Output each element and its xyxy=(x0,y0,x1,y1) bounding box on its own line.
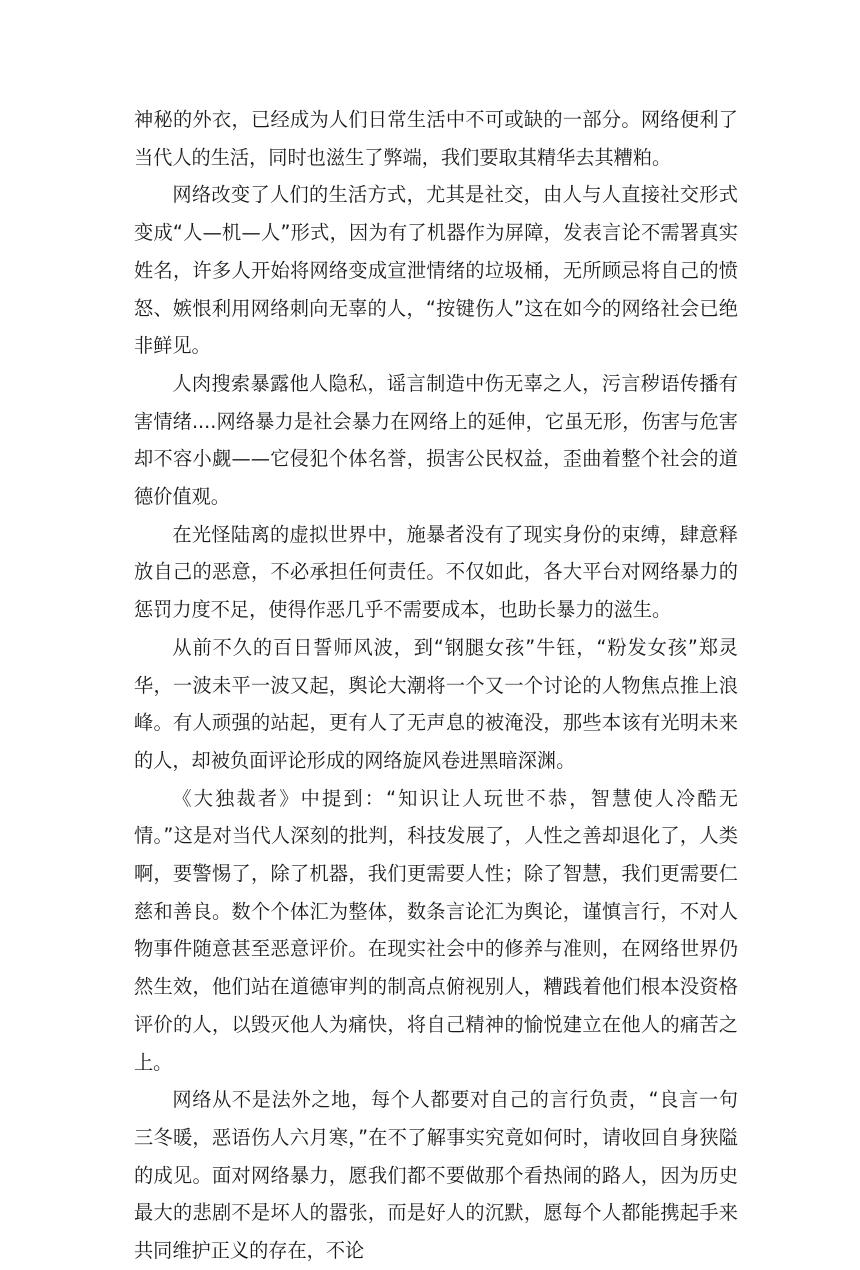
paragraph-7: 网络从不是法外之地，每个人都要对自己的言行负责，“良言一句三冬暖，恶语伤人六月寒，”在不了解事实究竟如何时，请收回自身狭隘的成见。面对网络暴力，愿我们都不要做那个看热闹的路人，因为历史最大的悲剧不是坏人的嚣张，而是好人的沉默，愿每个人都能携起手来共同维护正义的存在，不论 xyxy=(134,1088,738,1263)
paragraph-3: 人肉搜索暴露他人隐私，谣言制造中伤无辜之人，污言秽语传播有害情绪....网络暴力是社会暴力在网络上的延伸，它虽无形，伤害与危害却不容小觑——它侵犯个体名誉，损害公民权益，歪曲着整个社会的道德价值观。 xyxy=(134,371,738,509)
essay-body xyxy=(134,101,738,1270)
paragraph-2: 网络改变了人们的生活方式，尤其是社交，由人与人直接社交形式变成“人—机—人”形式，因为有了机器作为屏障，发表言论不需署真实姓名，许多人开始将网络变成宣泄情绪的垃圾桶，无所顾忌将自己的愤怒、嫉恨利用网络刺向无辜的人，“按键伤人”这在如今的网络社会已绝非鲜见。 xyxy=(134,183,738,358)
paragraph-1: 神秘的外衣，已经成为人们日常生活中不可或缺的一部分。网络便利了当代人的生活，同时也滋生了弊端，我们要取其精华去其糟粕。 xyxy=(134,108,738,169)
paragraph-6: 《大独裁者》中提到：“知识让人玩世不恭，智慧使人冷酷无情。”这是对当代人深刻的批判，科技发展了，人性之善却退化了，人类啊，要警惕了，除了机器，我们更需要人性；除了智慧，我们更需要仁慈和善良。数个个体汇为整体，数条言论汇为舆论，谨慎言行，不对人物事件随意甚至恶意评价。在现实社会中的修养与准则，在网络世界仍然生效，他们站在道德审判的制高点俯视别人，糟践着他们根本没资格评价的人，以毁灭他人为痛快，将自己精神的愉悦建立在他人的痛苦之上。 xyxy=(134,786,738,1074)
paragraph-5: 从前不久的百日誓师风波，到“钢腿女孩”牛钰，“粉发女孩”郑灵华，一波未平一波又起，舆论大潮将一个又一个讨论的人物焦点推上浪峰。有人顽强的站起，更有人了无声息的被淹没，那些本该有光明未来的人，却被负面评论形成的网络旋风卷进黑暗深渊。 xyxy=(134,635,738,772)
paragraph-4: 在光怪陆离的虚拟世界中，施暴者没有了现实身份的束缚，肆意释放自己的恶意，不必承担任何责任。不仅如此，各大平台对网络暴力的惩罚力度不足，使得作恶几乎不需要成本，也助长暴力的滋生。 xyxy=(134,522,738,622)
